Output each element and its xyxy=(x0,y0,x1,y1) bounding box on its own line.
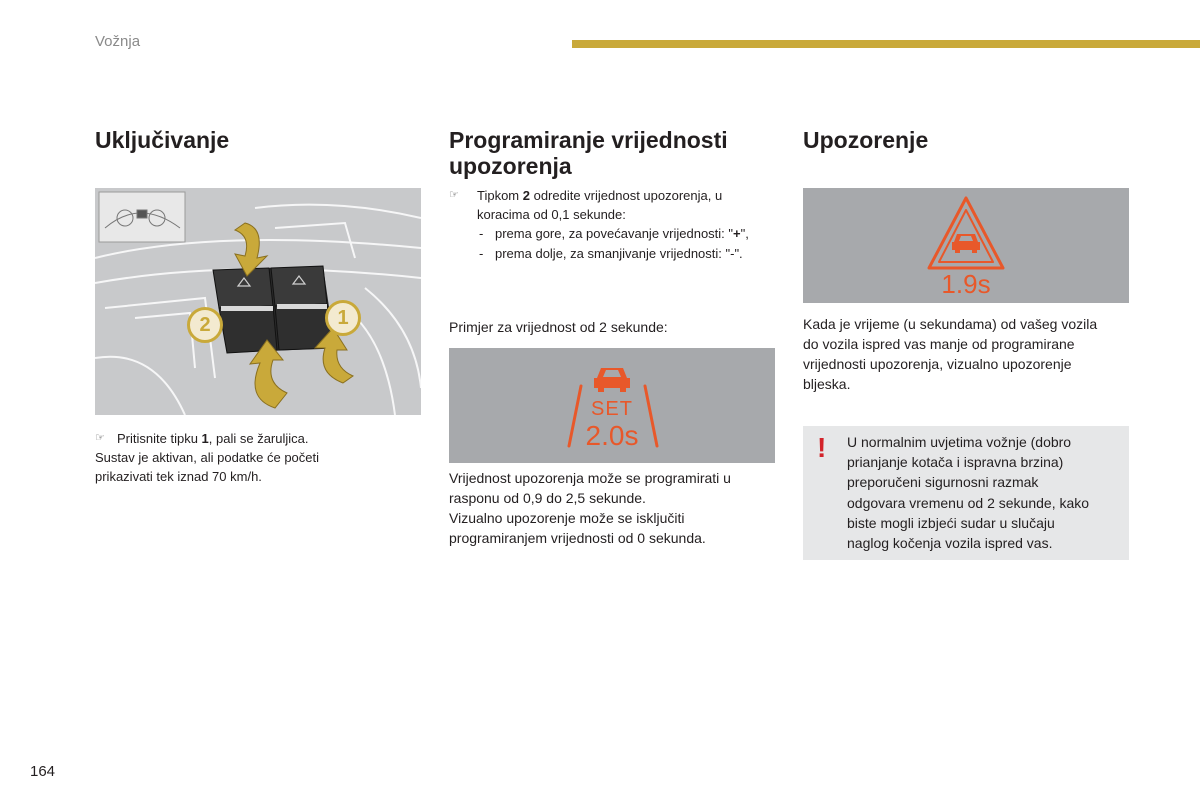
bullet-bold: 1 xyxy=(201,431,209,446)
column-programming xyxy=(449,127,775,179)
activation-text xyxy=(95,429,421,486)
pointer-icon: ☞ xyxy=(95,432,105,444)
programming-paragraph xyxy=(449,468,779,548)
activation-bullet xyxy=(95,429,421,448)
bullet-text-end: odredite vrijednost upozorenja, u xyxy=(529,188,723,203)
bullet-text-end: , pali se žaruljica. xyxy=(208,431,309,446)
dash-end: ", xyxy=(740,226,749,241)
note-line: biste mogli izbjeći sudar u slučaju xyxy=(847,514,1055,531)
programming-instructions xyxy=(449,186,775,264)
bullet-bold: 2 xyxy=(522,188,530,203)
para-line: vrijednosti upozorenja, vizualno upozorenje xyxy=(803,356,1072,372)
para-line: Vizualno upozorenje može se isključiti xyxy=(449,510,685,526)
heading-line-1: Programiranje vrijednosti xyxy=(449,127,728,153)
set-value: 2.0s xyxy=(585,420,639,451)
warning-paragraph xyxy=(803,314,1133,394)
dash-text: prema gore, za povećavanje vrijednosti: " xyxy=(495,226,734,241)
safety-note-text xyxy=(847,432,1119,553)
alert-display-illustration xyxy=(803,188,1129,303)
button-1-badge: 1 xyxy=(325,300,361,336)
note-line: prianjanje kotača i ispravna brzina) xyxy=(847,454,1064,471)
para-line: Kada je vrijeme (u sekundama) od vašeg vozila xyxy=(803,316,1098,332)
dashboard-buttons-illustration xyxy=(95,188,421,415)
set-label: SET xyxy=(591,398,633,420)
note-line: naglog kočenja vozila ispred vas. xyxy=(847,535,1053,552)
example-label: Primjer za vrijednost od 2 sekunde: xyxy=(449,319,668,335)
header-accent-bar xyxy=(572,40,1200,48)
activation-line-3: prikazivati tek iznad 70 km/h. xyxy=(95,469,262,484)
exclamation-icon: ! xyxy=(817,432,827,463)
note-line: odgovara vremenu od 2 sekunde, kako xyxy=(847,494,1090,511)
dash-item: - prema gore, za povećavanje vrijednosti: "+", xyxy=(479,226,749,241)
para-line: Vrijednost upozorenja može se programirati u xyxy=(449,470,731,486)
bullet-text: Pritisnite tipku xyxy=(117,431,202,446)
dash-text: prema dolje, za smanjivanje vrijednosti: "-". xyxy=(495,246,743,261)
note-line: preporučeni sigurnosni razmak xyxy=(847,474,1039,491)
heading-activation: Uključivanje xyxy=(95,127,230,153)
heading-line-2: upozorenja xyxy=(449,153,572,179)
para-line: rasponu od 0,9 do 2,5 sekunde. xyxy=(449,490,646,506)
section-title: Vožnja xyxy=(95,33,141,50)
safety-note-box xyxy=(803,426,1129,560)
para-line: bljeska. xyxy=(803,376,851,392)
activation-line-2: Sustav je aktivan, ali podatke će početi xyxy=(95,450,320,465)
pointer-icon: ☞ xyxy=(449,189,459,201)
bullet-text: Tipkom xyxy=(477,188,523,203)
dashboard-drawing xyxy=(95,188,421,415)
column-activation xyxy=(95,127,421,153)
note-line: U normalnim uvjetima vožnje (dobro xyxy=(847,434,1072,450)
alert-value: 1.9s xyxy=(941,269,991,299)
set-display-illustration xyxy=(449,348,775,463)
para-line: programiranjem vrijednosti od 0 sekunda. xyxy=(449,530,706,546)
bullet-line-2: koracima od 0,1 sekunde: xyxy=(477,207,626,222)
para-line: do vozila ispred vas manje od programirane xyxy=(803,336,1075,352)
column-warning xyxy=(803,127,1129,153)
heading-programming xyxy=(449,127,775,179)
heading-warning: Upozorenje xyxy=(803,127,929,153)
button-2-badge: 2 xyxy=(187,307,223,343)
dash-item: - prema dolje, za smanjivanje vrijednosti: "-". xyxy=(449,244,775,264)
page-number: 164 xyxy=(30,763,56,780)
programming-bullet xyxy=(449,186,775,224)
dash-bold: + xyxy=(733,226,741,241)
